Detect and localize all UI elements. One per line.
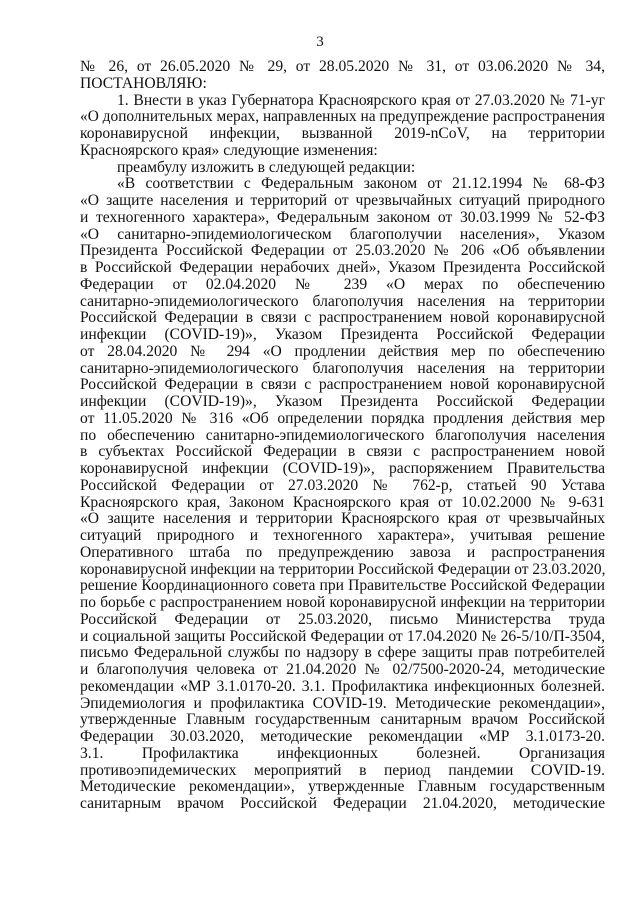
text-line: противоэпидемических мероприятий в период пандемии COVID-19. bbox=[80, 761, 605, 779]
text-line: инфекции (COVID-19)», Указом Президента Российской Федерации bbox=[80, 393, 605, 410]
text-line: инфекции (COVID-19)», Указом Президента Российской Федерации bbox=[80, 326, 605, 343]
text-line: от 28.04.2020 № 294 «О продлении действия мер по обеспечению bbox=[80, 342, 605, 360]
text-line: рекомендации «МР 3.1.0170-20. 3.1. Профилактика инфекционных болезней. bbox=[80, 677, 605, 695]
text-line: Эпидемиология и профилактика COVID-19. Методические рекомендации», bbox=[80, 694, 605, 712]
text-line: «О санитарно-эпидемиологическом благополучии населения», Указом bbox=[80, 225, 605, 243]
text-line: Российской Федерации от 27.03.2020 № 762-р, статьей 90 Устава bbox=[80, 476, 605, 494]
text-line: Российской Федерации в связи с распространением новой коронавирусной bbox=[80, 376, 605, 394]
text-line: утвержденные Главным государственным санитарным врачом Российской bbox=[80, 711, 605, 729]
text-line: 1. Внести в указ Губернатора Красноярского края от 27.03.2020 № 71-уг bbox=[117, 91, 605, 109]
text-line: «О дополнительных мерах, направленных на предупреждение распространения bbox=[80, 108, 605, 126]
text-line: «О защите населения и территории Красноярского края от чрезвычайных bbox=[80, 510, 605, 528]
text-line: по борьбе с распространением новой коронавирусной инфекции на территории bbox=[80, 594, 605, 611]
text-line: письмо Федеральной службы по надзору в сфере защиты прав потребителей bbox=[80, 644, 605, 662]
text-line: ситуаций природного и техногенного характера», учитывая решение bbox=[80, 527, 605, 544]
text-line: Федерации от 02.04.2020 № 239 «О мерах по обеспечению bbox=[80, 275, 605, 293]
page-number: 3 bbox=[316, 34, 324, 50]
text-line: № 26, от 26.05.2020 № 29, от 28.05.2020 № 31, от 03.06.2020 № 34, bbox=[80, 58, 605, 75]
text-line: Федерации 30.03.2020, методические рекомендации «МР 3.1.0173-20. bbox=[80, 728, 605, 745]
text-line: Красноярского края» следующие изменения: bbox=[80, 141, 378, 159]
text-line: и техногенного характера», Федеральным законом от 30.03.1999 № 52-ФЗ bbox=[80, 208, 605, 226]
text-line: в субъектах Российской Федерации в связи с распространением новой bbox=[80, 443, 605, 461]
document-body bbox=[80, 59, 605, 813]
text-line: преамбулу изложить в следующей редакции: bbox=[117, 158, 416, 176]
text-line: санитарно-эпидемиологического благополучия населения на территории bbox=[80, 292, 605, 310]
text-line: коронавирусной инфекции, вызванной 2019-nCoV, на территории bbox=[80, 125, 605, 142]
text-line: Оперативного штаба по предупреждению завоза и распространения bbox=[80, 543, 605, 561]
text-line: санитарно-эпидемиологического благополучия населения на территории bbox=[80, 359, 605, 377]
text-line: и социальной защиты Российской Федерации от 17.04.2020 № 26-5/10/П-3504, bbox=[80, 627, 605, 645]
text-line: 3.1. Профилактика инфекционных болезней. Организация bbox=[80, 744, 605, 762]
text-line: санитарным врачом Российской Федерации 21.04.2020, методические bbox=[80, 795, 605, 812]
text-line: «В соответствии с Федеральным законом от 21.12.1994 № 68-ФЗ bbox=[117, 175, 605, 193]
text-line: Методические рекомендации», утвержденные Главным государственным bbox=[80, 778, 605, 796]
text-line: Красноярского края, Законом Красноярского края от 10.02.2000 № 9-631 bbox=[80, 493, 605, 511]
text-line: Российской Федерации от 25.03.2020, письмо Министерства труда bbox=[80, 610, 605, 628]
text-line: в Российской Федерации нерабочих дней», Указом Президента Российской bbox=[80, 259, 605, 276]
text-line: коронавирусной инфекции на территории Российской Федерации от 23.03.2020, bbox=[80, 560, 606, 578]
text-line: от 11.05.2020 № 316 «Об определении порядка продления действия мер bbox=[80, 409, 605, 427]
text-line: решение Координационного совета при Правительстве Российской Федерации bbox=[80, 577, 605, 595]
text-line: по обеспечению санитарно-эпидемиологического благополучия населения bbox=[80, 426, 605, 444]
text-line: коронавирусной инфекции (COVID-19)», распоряжением Правительства bbox=[80, 460, 605, 477]
text-line: «О защите населения и территорий от чрезвычайных ситуаций природного bbox=[80, 192, 605, 209]
text-line: Российской Федерации в связи с распространением новой коронавирусной bbox=[80, 309, 605, 327]
text-line: и благополучия человека от 21.04.2020 № 02/7500-2020-24, методические bbox=[80, 661, 605, 678]
text-line: ПОСТАНОВЛЯЮ: bbox=[80, 74, 207, 92]
text-line: Президента Российской Федерации от 25.03.2020 № 206 «Об объявлении bbox=[80, 242, 605, 260]
